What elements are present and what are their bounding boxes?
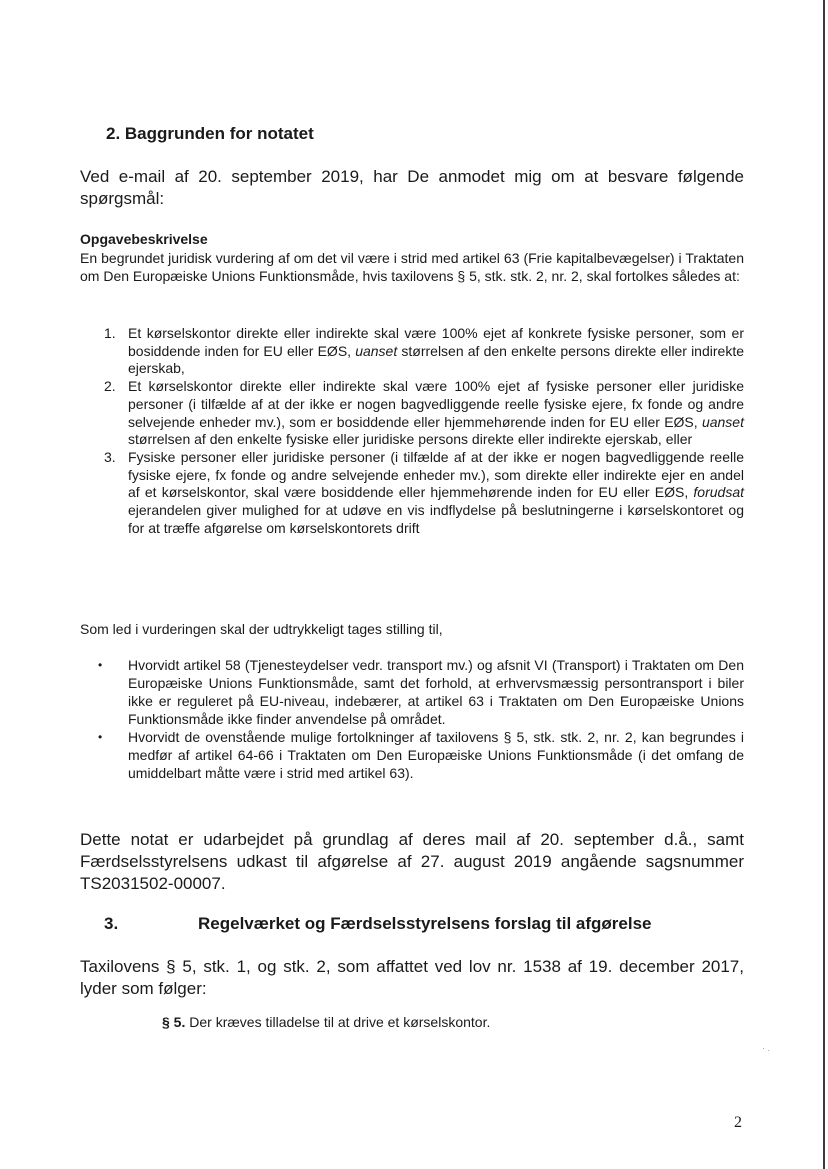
list-item (104, 325, 744, 378)
bullet-list (98, 656, 744, 782)
emphasis: forudsat (693, 484, 744, 501)
bullet-item (98, 728, 744, 782)
paragraph-label: § 5. (162, 1014, 186, 1030)
assessment-intro: Som led i vurderingen skal der udtrykkeligt tages stilling til, (80, 621, 443, 637)
bullet-icon: • (98, 658, 103, 672)
emphasis: uanset (355, 342, 398, 359)
task-title: Opgavebeskrivelse (80, 231, 208, 247)
section-3-title: Regelværket og Færdselsstyrelsens forslag til afgørelse (198, 914, 652, 933)
law-quote (162, 1014, 490, 1030)
list-item-text: Fysiske personer eller juridiske personer (i tilfælde af at der ikke er nogen bagvedliggende reelle fysiske ejere, fx fonde og andre selvejende enheder mv.), som direkte eller indirekte ejer en andel af et kørselskontor, skal være bosiddende eller hjemmehørende inden for EU eller EØS, forudsat ejerandelen giver mulighed for at udøve en vis indflydelse på beslutningerne i kørselskontoret og for at træffe afgørelse om kørselskontorets drift (128, 448, 744, 536)
bullet-item (98, 656, 744, 728)
section-3-text: Taxilovens § 5, stk. 1, og stk. 2, som affattet ved lov nr. 1538 af 19. december 2017, lyder som følger: (80, 957, 744, 998)
numbered-list (104, 325, 744, 537)
list-item (104, 449, 744, 538)
memo-basis: Dette notat er udarbejdet på grundlag af deres mail af 20. september d.å., samt Færdselsstyrelsens udkast til afgørelse af 27. august 2019 angående sagsnummer TS2031502-00007. (80, 830, 744, 893)
list-item-number: 2. (104, 378, 116, 395)
list-item (104, 378, 744, 449)
bullet-text: Hvorvidt de ovenstående mulige fortolkninger af taxilovens § 5, stk. stk. 2, nr. 2, kan begrundes i medfør af artikel 64-66 i Traktaten om Den Europæiske Unions Funktionsmåde (i det omfang de umiddelbart måtte være i strid med artikel 63). (128, 729, 744, 781)
bullet-text: Hvorvidt artikel 58 (Tjenesteydelser vedr. transport mv.) og afsnit VI (Transport) i Traktaten om Den Europæiske Unions Funktionsmåde, samt det forhold, at erhvervsmæssig persontransport i biler ikke er reguleret på EU-niveau, indebærer, at artikel 63 i Traktaten om Den Europæiske Unions Funktionsmåde ikke finder anvendelse på området. (128, 657, 744, 727)
law-quote-text: Der kræves tilladelse til at drive et kørselskontor. (185, 1014, 491, 1030)
section-2-intro: Ved e-mail af 20. september 2019, har De anmodet mig om at besvare følgende spørgsmål: (80, 167, 744, 208)
list-item-text: Et kørselskontor direkte eller indirekte skal være 100% ejet af konkrete fysiske personer, som er bosiddende inden for EU eller EØS, uanset størrelsen af den enkelte persons direkte eller indirekte ejerskab, (128, 325, 744, 377)
list-item-text: Et kørselskontor direkte eller indirekte skal være 100% ejet af fysiske personer eller juridiske personer (i tilfælde af at der ikke er nogen bagvedliggende reelle fysiske ejere, fx fonde og andre selvejende enheder mv.), som er bosiddende eller hjemmehørende inden for EU eller EØS, uanset størrelsen af den enkelte fysiske eller juridiske persons direkte eller indirekte ejerskab, eller (128, 378, 744, 448)
emphasis: uanset (701, 413, 744, 430)
bullet-icon: • (98, 730, 103, 744)
list-item-number: 1. (104, 325, 116, 341)
page-number: 2 (734, 1114, 742, 1131)
section-3-number: 3. (104, 914, 119, 933)
section-2-heading: 2. Baggrunden for notatet (106, 124, 314, 143)
list-item-number: 3. (104, 448, 116, 465)
section-3-heading (104, 914, 744, 934)
scan-speck: · . (762, 1043, 770, 1053)
task-text: En begrundet juridisk vurdering af om det vil være i strid med artikel 63 (Frie kapitalbevægelser) i Traktaten om Den Europæiske Unions Funktionsmåde, hvis taxilovens § 5, stk. stk. 2, nr. 2, skal fortolkes således at: (80, 250, 744, 284)
scan-edge (823, 0, 825, 1169)
